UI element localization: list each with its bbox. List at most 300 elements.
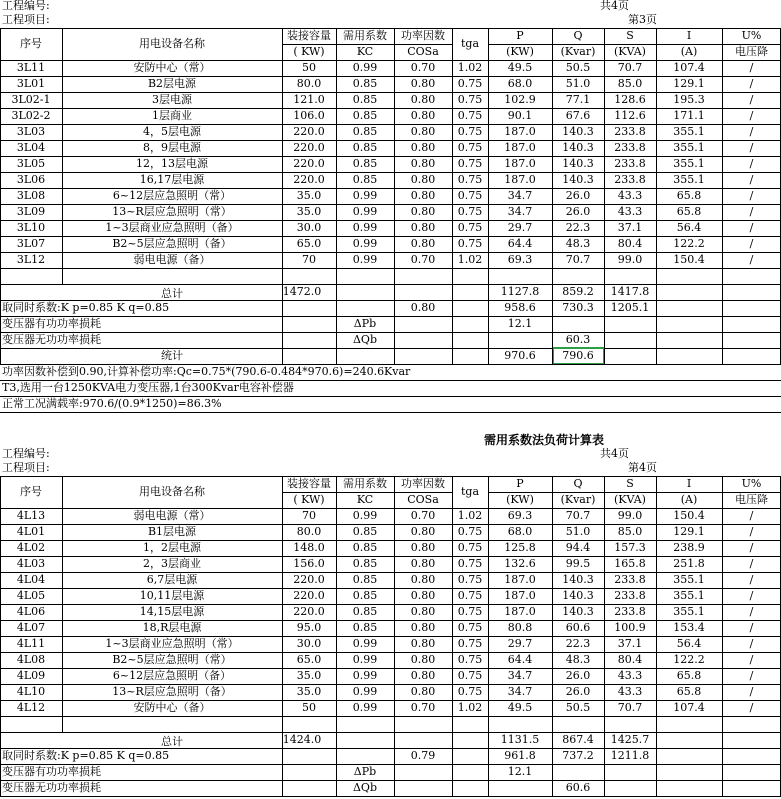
table-cell-seq: 4L07: [16, 621, 46, 634]
table-cell-q: 26.0: [565, 189, 591, 202]
table-cell-u: /: [749, 589, 754, 602]
table-cell-kc: 0.85: [352, 157, 378, 170]
header-cos1: 功率因数: [401, 29, 445, 42]
table-cell-tga: 0.75: [457, 605, 483, 618]
simul-label: 取同时系数:K p=0.85 K q=0.85: [2, 749, 170, 762]
header-u1: U%: [741, 29, 762, 42]
table-cell-q: 51.0: [565, 77, 591, 90]
table-cell-q: 60.6: [565, 621, 591, 634]
header-i1: I: [686, 29, 692, 42]
qb-label: 变压器无功功率损耗: [2, 333, 101, 346]
table-cell-seq: 4L09: [16, 669, 46, 682]
table-cell-seq: 4L06: [16, 605, 46, 618]
qb-value: 60.3: [565, 333, 591, 346]
table-cell-u: /: [749, 205, 754, 218]
table-cell-s: 43.3: [617, 189, 643, 202]
table-cell-tga: 0.75: [457, 525, 483, 538]
simul-q: 737.2: [562, 749, 594, 762]
table-cell-p: 34.7: [507, 205, 533, 218]
grid-vline: [488, 732, 489, 796]
header-u2: 电压降: [735, 493, 768, 506]
table-cell-i: 251.8: [673, 557, 705, 570]
table-cell-tga: 0.75: [457, 189, 483, 202]
table-cell-u: /: [749, 509, 754, 522]
table-cell-name: 6~12层应急照明（备）: [112, 669, 232, 682]
grid-vline: [336, 284, 337, 364]
header-p2: (KW): [506, 45, 534, 58]
simul-p: 958.6: [504, 301, 536, 314]
table-cell-s: 70.7: [617, 701, 643, 714]
table-cell-cos: 0.80: [410, 189, 436, 202]
total-pages: 共4页: [600, 447, 629, 460]
table-cell-i: 65.8: [676, 189, 702, 202]
table-cell-s: 37.1: [617, 221, 643, 234]
table-cell-q: 22.3: [565, 221, 591, 234]
table-cell-tga: 0.75: [457, 653, 483, 666]
table-cell-seq: 4L08: [16, 653, 46, 666]
table-cell-q: 70.7: [565, 509, 591, 522]
table-cell-p: 29.7: [507, 637, 533, 650]
table-cell-cap: 65.0: [296, 653, 322, 666]
simul-s: 1211.8: [610, 749, 650, 762]
table-cell-u: /: [749, 605, 754, 618]
table-cell-i: 122.2: [673, 237, 705, 250]
table-cell-cap: 95.0: [296, 621, 322, 634]
grid-hline: [0, 732, 781, 733]
table-cell-cap: 50: [302, 61, 316, 74]
table-cell-kc: 0.99: [352, 669, 378, 682]
table-cell-tga: 0.75: [457, 237, 483, 250]
table-cell-p: 69.3: [507, 509, 533, 522]
table-cell-q: 51.0: [565, 525, 591, 538]
table-cell-cap: 220.0: [293, 589, 325, 602]
table-cell-tga: 0.75: [457, 157, 483, 170]
table-cell-s: 233.8: [614, 605, 646, 618]
table-cell-s: 80.4: [617, 237, 643, 250]
header-u2: 电压降: [735, 45, 768, 58]
table-cell-name: 13~R层应急照明（备）: [112, 685, 232, 698]
stat-label: 统计: [161, 349, 183, 362]
table-cell-tga: 0.75: [457, 125, 483, 138]
grid-vline: [656, 732, 657, 796]
table-cell-name: 弱电电源（备）: [133, 253, 211, 266]
table-cell-name: B2~5层应急照明（常）: [112, 653, 232, 666]
table-cell-p: 187.0: [504, 141, 536, 154]
table-cell-cap: 70: [302, 253, 316, 266]
table-cell-q: 26.0: [565, 669, 591, 682]
table-cell-name: 18,R层电源: [142, 621, 202, 634]
table-cell-u: /: [749, 557, 754, 570]
table-cell-seq: 4L02: [16, 541, 46, 554]
table-cell-seq: 3L11: [16, 61, 46, 74]
table-cell-q: 77.1: [565, 93, 591, 106]
table-cell-cos: 0.80: [410, 541, 436, 554]
pb-value: 12.1: [507, 765, 533, 778]
header-cap1: 装接容量: [287, 477, 331, 490]
table-cell-cap: 156.0: [293, 557, 325, 570]
table-cell-q: 22.3: [565, 637, 591, 650]
grid-vline: [656, 284, 657, 364]
table-cell-name: 10,11层电源: [139, 589, 205, 602]
table-cell-s: 99.0: [617, 253, 643, 266]
table-cell-tga: 1.02: [457, 509, 483, 522]
grid-vline: [452, 284, 453, 364]
table-cell-u: /: [749, 77, 754, 90]
table-cell-u: /: [749, 173, 754, 186]
selected-cell-cursor[interactable]: [552, 347, 605, 365]
table-cell-s: 233.8: [614, 141, 646, 154]
table-cell-s: 70.7: [617, 61, 643, 74]
table-cell-p: 80.8: [507, 621, 533, 634]
table-cell-name: B1层电源: [147, 525, 197, 538]
table-cell-kc: 0.85: [352, 125, 378, 138]
table-cell-kc: 0.99: [352, 637, 378, 650]
table-cell-cos: 0.80: [410, 605, 436, 618]
table-cell-cos: 0.70: [410, 61, 436, 74]
table-cell-seq: 3L01: [16, 77, 46, 90]
table-cell-cos: 0.70: [410, 701, 436, 714]
table-cell-tga: 0.75: [457, 669, 483, 682]
table-cell-q: 140.3: [562, 141, 594, 154]
total-label: 总计: [161, 735, 183, 748]
grid-vline: [282, 28, 283, 284]
page-number: 第4页: [628, 461, 657, 474]
grid-vline: [0, 476, 1, 796]
grid-vline: [722, 284, 723, 364]
grid-vline: [62, 28, 63, 284]
table-cell-s: 128.6: [614, 93, 646, 106]
table-cell-q: 26.0: [565, 685, 591, 698]
table-cell-q: 140.3: [562, 125, 594, 138]
note-compensation: 功率因数补偿到0.90,计算补偿功率:Qc=0.75*(790.6-0.484*970.6)=240.6Kvar: [2, 365, 411, 378]
table-cell-i: 129.1: [673, 77, 705, 90]
table-cell-s: 233.8: [614, 125, 646, 138]
table-cell-kc: 0.85: [352, 621, 378, 634]
table-cell-tga: 1.02: [457, 61, 483, 74]
note-load-rate: 正常工况满载率:970.6/(0.9*1250)=86.3%: [2, 397, 222, 410]
table-cell-cap: 35.0: [296, 685, 322, 698]
table-cell-s: 233.8: [614, 157, 646, 170]
table-cell-name: B2层电源: [147, 77, 197, 90]
table-cell-tga: 0.75: [457, 685, 483, 698]
table-cell-cos: 0.80: [410, 237, 436, 250]
table-cell-kc: 0.85: [352, 589, 378, 602]
table-cell-u: /: [749, 125, 754, 138]
grid-vline: [722, 28, 723, 284]
header-s2: (KVA): [614, 493, 646, 506]
header-q1: Q: [573, 29, 583, 42]
table-cell-seq: 3L02-1: [11, 93, 51, 106]
total-s: 1425.7: [610, 733, 650, 746]
table-cell-u: /: [749, 61, 754, 74]
grid-vline: [282, 732, 283, 796]
table-cell-name: 1，2层电源: [143, 541, 201, 554]
grid-hline: [0, 476, 781, 477]
header-q1: Q: [573, 477, 583, 490]
table-cell-i: 238.9: [673, 541, 705, 554]
header-name: 用电设备名称: [139, 485, 205, 498]
table-cell-name: 1~3层商业应急照明（备）: [105, 221, 239, 234]
table-cell-cos: 0.80: [410, 621, 436, 634]
table-cell-seq: 4L04: [16, 573, 46, 586]
table-cell-p: 68.0: [507, 77, 533, 90]
header-cos2: COSa: [407, 45, 439, 58]
project-item-label: 工程项目:: [2, 13, 50, 26]
header-cos1: 功率因数: [401, 477, 445, 490]
header-cap2: ( KW): [293, 45, 325, 58]
grid-vline: [336, 28, 337, 284]
header-s1: S: [626, 477, 634, 490]
table-cell-u: /: [749, 525, 754, 538]
table-cell-q: 140.3: [562, 157, 594, 170]
grid-vline: [488, 284, 489, 364]
table-cell-kc: 0.99: [352, 253, 378, 266]
table-cell-cap: 121.0: [293, 93, 325, 106]
header-i2: (A): [680, 45, 698, 58]
table-cell-seq: 3L09: [16, 205, 46, 218]
table-cell-s: 37.1: [617, 637, 643, 650]
grid-vline: [722, 476, 723, 732]
table-cell-i: 56.4: [676, 221, 702, 234]
table-cell-s: 99.0: [617, 509, 643, 522]
table-cell-s: 100.9: [614, 621, 646, 634]
total-label: 总计: [161, 287, 183, 300]
table-cell-i: 355.1: [673, 141, 705, 154]
table-cell-i: 150.4: [673, 253, 705, 266]
grid-vline: [604, 284, 605, 364]
table-cell-cos: 0.70: [410, 509, 436, 522]
table-cell-p: 187.0: [504, 173, 536, 186]
grid-vline: [452, 732, 453, 796]
table-cell-i: 129.1: [673, 525, 705, 538]
header-u1: U%: [741, 477, 762, 490]
table-cell-seq: 4L12: [16, 701, 46, 714]
table-cell-kc: 0.99: [352, 61, 378, 74]
qb-value: 60.6: [565, 781, 591, 794]
table-cell-tga: 0.75: [457, 93, 483, 106]
table-cell-tga: 0.75: [457, 205, 483, 218]
header-kc2: KC: [356, 45, 374, 58]
table-cell-q: 67.6: [565, 109, 591, 122]
table-cell-name: 2，3层商业: [143, 557, 201, 570]
table-cell-s: 165.8: [614, 557, 646, 570]
table-cell-seq: 4L01: [16, 525, 46, 538]
grid-vline: [452, 476, 453, 732]
table-cell-cap: 148.0: [293, 541, 325, 554]
table-cell-i: 355.1: [673, 589, 705, 602]
table-cell-kc: 0.85: [352, 573, 378, 586]
table-cell-cap: 220.0: [293, 125, 325, 138]
table-cell-p: 187.0: [504, 589, 536, 602]
table-cell-tga: 0.75: [457, 589, 483, 602]
table-cell-p: 125.8: [504, 541, 536, 554]
table-cell-q: 140.3: [562, 573, 594, 586]
table-cell-i: 107.4: [673, 701, 705, 714]
total-q: 859.2: [562, 285, 594, 298]
table-cell-seq: 3L03: [16, 125, 46, 138]
table-cell-q: 48.3: [565, 653, 591, 666]
table-cell-u: /: [749, 93, 754, 106]
table-cell-p: 49.5: [507, 61, 533, 74]
table-cell-kc: 0.85: [352, 77, 378, 90]
grid-vline: [722, 732, 723, 796]
table-cell-name: 12，13层电源: [136, 157, 208, 170]
table-cell-kc: 0.99: [352, 509, 378, 522]
table-cell-s: 85.0: [617, 525, 643, 538]
grid-vline: [488, 476, 489, 732]
grid-vline: [656, 28, 657, 284]
table-cell-cos: 0.80: [410, 573, 436, 586]
qb-symbol: ΔQb: [352, 333, 377, 346]
table-cell-u: /: [749, 573, 754, 586]
table-cell-kc: 0.99: [352, 221, 378, 234]
header-s2: (KVA): [614, 45, 646, 58]
table-cell-seq: 3L08: [16, 189, 46, 202]
table-cell-i: 122.2: [673, 653, 705, 666]
header-tga: tga: [460, 37, 480, 50]
header-p1: P: [516, 29, 524, 42]
table-cell-name: 4，5层电源: [143, 125, 201, 138]
table-cell-p: 69.3: [507, 253, 533, 266]
table-cell-name: 1层商业: [152, 109, 192, 122]
header-name: 用电设备名称: [139, 37, 205, 50]
table-cell-p: 34.7: [507, 685, 533, 698]
grid-vline: [394, 476, 395, 732]
table-cell-seq: 4L03: [16, 557, 46, 570]
grid-vline: [452, 28, 453, 284]
table-cell-tga: 0.75: [457, 621, 483, 634]
qb-label: 变压器无功功率损耗: [2, 781, 101, 794]
table-cell-name: 3层电源: [152, 93, 192, 106]
table-cell-u: /: [749, 221, 754, 234]
grid-hline: [488, 492, 781, 493]
table-cell-cos: 0.80: [410, 589, 436, 602]
table-cell-kc: 0.85: [352, 109, 378, 122]
table-cell-s: 157.3: [614, 541, 646, 554]
table-cell-kc: 0.99: [352, 205, 378, 218]
table-cell-seq: 4L05: [16, 589, 46, 602]
table-cell-u: /: [749, 253, 754, 266]
grid-vline: [552, 28, 553, 284]
header-i1: I: [686, 477, 692, 490]
table-cell-kc: 0.85: [352, 541, 378, 554]
table-cell-u: /: [749, 653, 754, 666]
table-cell-i: 65.8: [676, 685, 702, 698]
pb-symbol: ΔPb: [353, 317, 377, 330]
grid-vline: [394, 732, 395, 796]
table-cell-p: 34.7: [507, 189, 533, 202]
table-cell-i: 355.1: [673, 157, 705, 170]
table-cell-q: 70.7: [565, 253, 591, 266]
table-cell-u: /: [749, 701, 754, 714]
header-i2: (A): [680, 493, 698, 506]
table-cell-cos: 0.80: [410, 685, 436, 698]
table-cell-u: /: [749, 189, 754, 202]
total-pages: 共4页: [600, 0, 629, 12]
table-cell-tga: 1.02: [457, 701, 483, 714]
table-cell-kc: 0.85: [352, 141, 378, 154]
table-cell-cap: 35.0: [296, 669, 322, 682]
table-cell-cos: 0.80: [410, 669, 436, 682]
table-cell-cap: 65.0: [296, 237, 322, 250]
grid-vline: [604, 732, 605, 796]
table-cell-kc: 0.99: [352, 237, 378, 250]
grid-vline: [552, 732, 553, 796]
table-cell-cos: 0.80: [410, 221, 436, 234]
header-cap1: 装接容量: [287, 29, 331, 42]
table-cell-name: 弱电电源（常）: [133, 509, 211, 522]
table-cell-s: 112.6: [614, 109, 646, 122]
grid-vline: [394, 284, 395, 364]
grid-vline: [0, 28, 1, 364]
header-p2: (KW): [506, 493, 534, 506]
table-cell-tga: 0.75: [457, 141, 483, 154]
table-cell-kc: 0.85: [352, 93, 378, 106]
grid-hline: [0, 284, 781, 285]
table-cell-cap: 220.0: [293, 605, 325, 618]
table-cell-p: 49.5: [507, 701, 533, 714]
sheet-title: 需用系数法负荷计算表: [484, 433, 605, 447]
table-cell-s: 43.3: [617, 205, 643, 218]
table-cell-u: /: [749, 541, 754, 554]
table-cell-u: /: [749, 685, 754, 698]
table-cell-p: 187.0: [504, 125, 536, 138]
table-cell-kc: 0.85: [352, 557, 378, 570]
table-cell-cap: 80.0: [296, 525, 322, 538]
table-cell-tga: 0.75: [457, 637, 483, 650]
total-cap: 1424.0: [282, 733, 322, 746]
table-cell-cap: 106.0: [293, 109, 325, 122]
grid-vline: [336, 732, 337, 796]
grid-vline: [336, 476, 337, 732]
table-cell-tga: 0.75: [457, 557, 483, 570]
table-cell-p: 34.7: [507, 669, 533, 682]
table-cell-q: 48.3: [565, 237, 591, 250]
table-cell-cos: 0.80: [410, 141, 436, 154]
table-cell-tga: 0.75: [457, 573, 483, 586]
table-cell-name: 14,15层电源: [139, 605, 205, 618]
table-cell-kc: 0.99: [352, 189, 378, 202]
table-cell-name: 6~12层应急照明（常）: [112, 189, 232, 202]
table-cell-i: 65.8: [676, 669, 702, 682]
simul-cos: 0.79: [410, 749, 436, 762]
table-cell-name: 安防中心（常）: [133, 61, 211, 74]
table-cell-tga: 1.02: [457, 253, 483, 266]
table-cell-p: 68.0: [507, 525, 533, 538]
table-cell-p: 102.9: [504, 93, 536, 106]
table-cell-cap: 220.0: [293, 173, 325, 186]
table-cell-cos: 0.80: [410, 157, 436, 170]
header-cos2: COSa: [407, 493, 439, 506]
grid-vline: [62, 476, 63, 732]
table-cell-cap: 220.0: [293, 573, 325, 586]
table-cell-s: 43.3: [617, 669, 643, 682]
table-cell-seq: 4L13: [16, 509, 46, 522]
table-cell-q: 140.3: [562, 173, 594, 186]
grid-hline: [0, 716, 781, 717]
stat-q[interactable]: 790.6: [562, 349, 594, 362]
stat-p: 970.6: [504, 349, 536, 362]
table-cell-cos: 0.80: [410, 173, 436, 186]
table-cell-cap: 220.0: [293, 141, 325, 154]
table-cell-cos: 0.80: [410, 77, 436, 90]
table-cell-u: /: [749, 669, 754, 682]
total-p: 1127.8: [500, 285, 540, 298]
table-cell-p: 29.7: [507, 221, 533, 234]
header-kc1: 需用系数: [343, 477, 387, 490]
table-cell-p: 90.1: [507, 109, 533, 122]
table-cell-i: 355.1: [673, 125, 705, 138]
